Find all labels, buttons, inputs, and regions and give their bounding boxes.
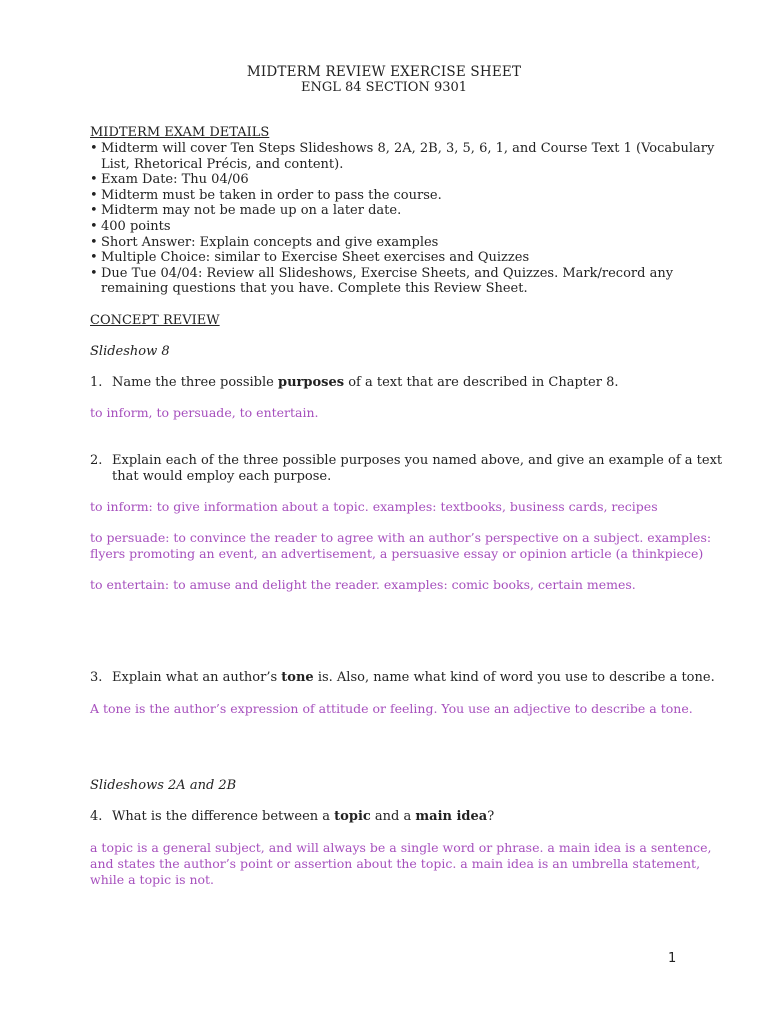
answer-2-entertain: to entertain: to amuse and delight the reader. examples: comic books, certain memes.	[90, 577, 636, 592]
question-keyword: purposes	[278, 375, 345, 390]
concept-review-heading: CONCEPT REVIEW	[90, 313, 220, 328]
list-item-line: remaining questions that you have. Complete this Review Sheet.	[101, 281, 528, 297]
answer-4-line-3: while a topic is not.	[90, 872, 215, 887]
question-text: Explain each of the three possible purposes you named above, and give an example of a text	[112, 453, 723, 468]
question-2-line-2: that would employ each purpose.	[112, 469, 332, 484]
document-subtitle: ENGL 84 SECTION 9301	[300, 80, 468, 95]
exam-details-list	[90, 141, 715, 297]
list-item-text: Short Answer: Explain concepts and give examples	[101, 234, 439, 250]
question-text: What is the difference between a topic and a main idea?	[112, 809, 495, 824]
list-item	[90, 203, 690, 219]
list-item-text: Multiple Choice: similar to Exercise Sheet exercises and Quizzes	[101, 250, 530, 266]
list-item-text: Midterm must be taken in order to pass the course.	[101, 187, 442, 203]
question-text: Explain what an author’s tone is. Also, name what kind of word you use to describe a tone.	[112, 670, 715, 685]
answer-3: A tone is the author’s expression of attitude or feeling. You use an adjective to describe a tone.	[90, 701, 693, 716]
list-item	[90, 235, 690, 251]
answer-2-persuade: to persuade: to convince the reader to agree with an author’s perspective on a subject. examples:	[90, 530, 712, 545]
section-heading-slideshow-8: Slideshow 8	[90, 344, 170, 359]
list-item-text: Exam Date: Thu 04/06	[101, 172, 249, 188]
answer-4: a topic is a general subject, and will always be a single word or phrase. a main idea is a sentence,	[90, 840, 712, 855]
question-number: 2.	[90, 453, 103, 468]
answer-2-persuade-line-2: flyers promoting an event, an advertisement, a persuasive essay or opinion article (a thinkpiece)	[90, 546, 704, 561]
list-item	[90, 172, 690, 188]
page-number: 1	[668, 951, 677, 966]
list-item-text: Midterm may not be made up on a later date.	[101, 203, 402, 219]
question-keyword: tone	[281, 670, 314, 685]
document-title: MIDTERM REVIEW EXERCISE SHEET	[246, 64, 522, 80]
list-item-line: Midterm will cover Ten Steps Slideshows 8, 2A, 2B, 3, 5, 6, 1, and Course Text 1 (Vocabulary	[101, 141, 715, 156]
section-heading-slideshows-2a-2b: Slideshows 2A and 2B	[90, 778, 237, 793]
question-keyword: main idea	[415, 809, 488, 824]
list-item-line: List, Rhetorical Précis, and content).	[101, 156, 344, 172]
question-number: 4.	[90, 809, 103, 824]
list-item-line: Due Tue 04/04: Review all Slideshows, Exercise Sheets, and Quizzes. Mark/record any	[101, 265, 674, 281]
question-number: 3.	[90, 670, 103, 685]
list-item	[90, 250, 690, 266]
list-item-text: 400 points	[101, 218, 171, 234]
question-number: 1.	[90, 375, 103, 390]
list-item	[90, 219, 690, 235]
answer-2-inform: to inform: to give information about a topic. examples: textbooks, business cards, recipes	[90, 499, 658, 514]
list-item	[90, 141, 715, 172]
question-keyword: topic	[334, 809, 371, 824]
question-text: Name the three possible purposes of a text that are described in Chapter 8.	[112, 375, 619, 390]
list-item	[90, 266, 690, 297]
exam-details-heading: MIDTERM EXAM DETAILS	[90, 125, 270, 140]
answer-4-line-2: and states the author’s point or assertion about the topic. a main idea is an umbrella statement,	[90, 856, 701, 871]
answer-1: to inform, to persuade, to entertain.	[90, 405, 319, 420]
list-item	[90, 188, 690, 204]
